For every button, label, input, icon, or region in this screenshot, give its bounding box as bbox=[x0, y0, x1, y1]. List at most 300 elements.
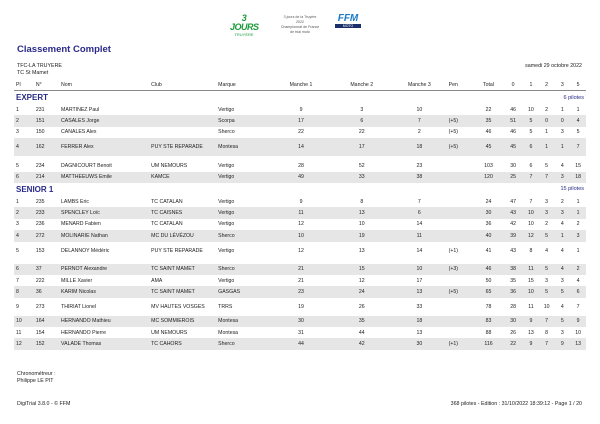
threes-count: 1 bbox=[560, 106, 564, 113]
results-table bbox=[14, 80, 586, 350]
twos-count: 5 bbox=[539, 230, 555, 241]
placing: 8 bbox=[14, 286, 34, 297]
club bbox=[149, 104, 216, 115]
rider-name: MARTINEZ Paul bbox=[61, 106, 100, 113]
lap2-score: 3 bbox=[360, 106, 364, 113]
zeros-count: 38 bbox=[503, 264, 523, 275]
lap3-score: 7 bbox=[417, 198, 421, 205]
lap1-score: 21 bbox=[271, 264, 332, 275]
twos-count: 4 bbox=[545, 247, 549, 254]
rider-name: MATTHEEUWS Emile bbox=[59, 172, 149, 183]
total-score: 50 bbox=[485, 277, 492, 284]
table-row bbox=[14, 230, 586, 241]
fives-count: 1 bbox=[576, 106, 580, 113]
lap2-score: 35 bbox=[331, 316, 392, 327]
ones-count: 15 bbox=[528, 277, 534, 284]
lap3-score: 10 bbox=[416, 106, 423, 113]
twos-count: 1 bbox=[545, 129, 549, 136]
zeros-count: 30 bbox=[510, 162, 516, 169]
lap1-score: 44 bbox=[271, 338, 332, 349]
table-row bbox=[14, 104, 586, 115]
threes-count: 1 bbox=[554, 138, 570, 156]
column-header: Manche 3 bbox=[392, 80, 446, 91]
zeros-count: 46 bbox=[510, 106, 516, 113]
brand: Sherco bbox=[218, 129, 235, 136]
total-score: 40 bbox=[474, 230, 503, 241]
rider-name: LAMBS Eric bbox=[61, 198, 89, 205]
brand: Sherco bbox=[216, 338, 270, 349]
lap2-score: 15 bbox=[331, 264, 392, 275]
rider-number: 235 bbox=[35, 198, 45, 205]
ffm-logo-mark: FFM bbox=[337, 13, 359, 24]
club: MC DU LÉVÉZOU bbox=[149, 230, 216, 241]
category-count: 15 pilotes bbox=[560, 186, 584, 193]
fives-count: 7 bbox=[576, 303, 580, 310]
placing: 6 bbox=[14, 264, 34, 275]
brand: GASGAS bbox=[216, 286, 270, 297]
ones-count: 9 bbox=[523, 338, 539, 349]
category-name: SENIOR 1 bbox=[16, 184, 54, 194]
rider-number: 37 bbox=[34, 264, 59, 275]
penalty bbox=[447, 298, 474, 316]
club: PUY STE REPARADE bbox=[151, 247, 203, 254]
club: MV HAUTES VOSGES bbox=[151, 303, 205, 310]
ones-count: 6 bbox=[523, 138, 539, 156]
total-score: 36 bbox=[485, 221, 492, 228]
lap3-score: 11 bbox=[392, 230, 446, 241]
lap1-score: 31 bbox=[298, 329, 304, 336]
penalty bbox=[447, 207, 474, 218]
lap1-score: 9 bbox=[299, 198, 303, 205]
penalty bbox=[447, 219, 474, 230]
lap3-score: 13 bbox=[392, 286, 446, 297]
lap2-score: 26 bbox=[358, 303, 365, 310]
rider-number: 151 bbox=[34, 115, 59, 126]
table-row bbox=[14, 207, 586, 218]
zeros-count: 25 bbox=[503, 172, 523, 183]
club: UM NEMOURS bbox=[151, 329, 188, 336]
total-score: 41 bbox=[485, 247, 492, 254]
penalty bbox=[447, 316, 474, 327]
lap1-score: 12 bbox=[298, 247, 304, 254]
brand: Sherco bbox=[216, 264, 270, 275]
threes-count: 4 bbox=[560, 247, 564, 254]
column-header: Pl bbox=[14, 80, 34, 91]
ones-count: 5 bbox=[529, 129, 533, 136]
club: KAMCE bbox=[149, 172, 216, 183]
threes-count: 4 bbox=[560, 221, 564, 228]
club: TC CAHORS bbox=[149, 338, 216, 349]
lap3-score: 14 bbox=[416, 221, 423, 228]
twos-count: 7 bbox=[539, 172, 555, 183]
rider-number: 154 bbox=[35, 329, 45, 336]
club bbox=[149, 115, 216, 126]
timekeeper-block bbox=[17, 371, 56, 385]
zeros-count: 36 bbox=[503, 286, 523, 297]
lap3-score: 33 bbox=[416, 303, 423, 310]
ones-count: 11 bbox=[528, 303, 534, 310]
placing: 1 bbox=[16, 198, 19, 205]
event-info-line3: de trial moto bbox=[290, 30, 310, 34]
ones-count: 7 bbox=[529, 198, 533, 205]
brand: Vertigo bbox=[216, 172, 270, 183]
brand: Vertigo bbox=[218, 106, 235, 113]
zeros-count: 51 bbox=[503, 115, 523, 126]
placing: 11 bbox=[16, 329, 22, 336]
lap3-score: 30 bbox=[392, 338, 446, 349]
zeros-count: 43 bbox=[503, 207, 523, 218]
column-header: 3 bbox=[554, 80, 570, 91]
placing: 7 bbox=[16, 277, 19, 284]
rider-number: 162 bbox=[34, 138, 59, 156]
twos-count: 3 bbox=[539, 207, 555, 218]
twos-count: 7 bbox=[539, 316, 555, 327]
rider-number: 214 bbox=[34, 172, 59, 183]
table-row bbox=[14, 127, 586, 138]
rider-number: 272 bbox=[34, 230, 59, 241]
placing: 3 bbox=[16, 221, 19, 228]
column-header: Total bbox=[474, 80, 503, 91]
lap3-score: 23 bbox=[416, 162, 423, 169]
total-score: 22 bbox=[485, 106, 492, 113]
zeros-count: 30 bbox=[503, 316, 523, 327]
total-score: 103 bbox=[484, 162, 493, 169]
twos-count: 5 bbox=[545, 162, 549, 169]
total-score: 88 bbox=[485, 329, 492, 336]
rider-number: 233 bbox=[34, 207, 59, 218]
table-row bbox=[14, 286, 586, 297]
penalty: (+1) bbox=[447, 338, 474, 349]
rider-name: DAGNICOURT Benoit bbox=[61, 162, 112, 169]
threes-count: 3 bbox=[554, 207, 570, 218]
lap3-score: 2 bbox=[417, 129, 421, 136]
total-score: 45 bbox=[474, 138, 503, 156]
zeros-count: 46 bbox=[510, 129, 516, 136]
event-logo-mark: 3 JOURS bbox=[230, 13, 259, 32]
club: TC CATALAN bbox=[151, 198, 183, 205]
total-score: 78 bbox=[485, 303, 492, 310]
twos-count: 1 bbox=[539, 138, 555, 156]
placing: 10 bbox=[14, 316, 34, 327]
threes-count: 0 bbox=[554, 115, 570, 126]
software-credit: DigiTrial 3.8.0 - © FFM bbox=[17, 401, 71, 407]
brand: Montesa bbox=[218, 329, 239, 336]
event-date: samedi 29 octobre 2022 bbox=[525, 63, 582, 69]
penalty: (+5) bbox=[447, 115, 474, 126]
fives-count: 10 bbox=[575, 329, 581, 336]
club-name: TFC-LA TRUYERE bbox=[17, 63, 62, 69]
rider-name: HERNANDO Mathieu bbox=[59, 316, 149, 327]
fives-count: 2 bbox=[570, 264, 586, 275]
total-score: 83 bbox=[474, 316, 503, 327]
category-name: EXPERT bbox=[16, 93, 49, 102]
total-score: 24 bbox=[485, 198, 492, 205]
placing: 9 bbox=[16, 303, 19, 310]
lap1-score: 10 bbox=[271, 230, 332, 241]
table-row bbox=[14, 196, 586, 207]
rider-number: 231 bbox=[35, 106, 45, 113]
total-score: 46 bbox=[485, 129, 492, 136]
ffm-logo-sub: MOTO bbox=[335, 24, 361, 28]
lap2-score: 8 bbox=[360, 198, 364, 205]
ffm-logo bbox=[335, 14, 361, 28]
event-info-line2: Championnat de France bbox=[280, 25, 320, 29]
table-row bbox=[14, 242, 586, 260]
rider-name: CASALES Jorge bbox=[59, 115, 149, 126]
timekeeper-name: Philippe LE PIT bbox=[17, 378, 54, 384]
lap3-score: 18 bbox=[392, 316, 446, 327]
placing: 2 bbox=[14, 115, 34, 126]
column-header: Marque bbox=[216, 80, 270, 91]
zeros-count: 35 bbox=[510, 277, 516, 284]
club-subtitle: TC St Mamet bbox=[17, 70, 49, 76]
zeros-count: 22 bbox=[503, 338, 523, 349]
club bbox=[149, 127, 216, 138]
table-row bbox=[14, 115, 586, 126]
fives-count: 6 bbox=[570, 286, 586, 297]
table-row bbox=[14, 338, 586, 349]
rider-number: 36 bbox=[34, 286, 59, 297]
zeros-count: 42 bbox=[510, 221, 516, 228]
ones-count: 8 bbox=[529, 247, 533, 254]
table-row bbox=[14, 160, 586, 171]
fives-count: 7 bbox=[570, 138, 586, 156]
threes-count: 1 bbox=[554, 230, 570, 241]
threes-count: 9 bbox=[554, 338, 570, 349]
threes-count: 3 bbox=[560, 329, 564, 336]
threes-count: 2 bbox=[560, 198, 564, 205]
column-header: 2 bbox=[539, 80, 555, 91]
lap2-score: 19 bbox=[331, 230, 392, 241]
ones-count: 10 bbox=[523, 286, 539, 297]
placing: 5 bbox=[16, 162, 19, 169]
lap1-score: 21 bbox=[298, 277, 304, 284]
club: AMA bbox=[151, 277, 163, 284]
lap1-score: 30 bbox=[271, 316, 332, 327]
placing: 4 bbox=[14, 230, 34, 241]
lap2-score: 6 bbox=[331, 115, 392, 126]
twos-count: 10 bbox=[543, 303, 550, 310]
category-header bbox=[14, 183, 586, 196]
total-score: 120 bbox=[474, 172, 503, 183]
twos-count: 5 bbox=[539, 264, 555, 275]
fives-count: 2 bbox=[576, 221, 580, 228]
threes-count: 4 bbox=[560, 303, 564, 310]
lap3-score: 38 bbox=[392, 172, 446, 183]
twos-count: 2 bbox=[545, 221, 549, 228]
club: TC CATALAN bbox=[151, 221, 183, 228]
lap3-score: 10 bbox=[392, 264, 446, 275]
rider-number: 152 bbox=[34, 338, 59, 349]
rider-name: MENARD Fabien bbox=[61, 221, 101, 228]
lap2-score: 33 bbox=[331, 172, 392, 183]
zeros-count: 47 bbox=[510, 198, 516, 205]
total-score: 30 bbox=[474, 207, 503, 218]
category-header bbox=[14, 91, 586, 105]
column-header: Pen bbox=[447, 80, 474, 91]
penalty bbox=[447, 196, 474, 207]
column-header: 1 bbox=[523, 80, 539, 91]
lap3-score: 18 bbox=[392, 138, 446, 156]
lap2-score: 13 bbox=[331, 207, 392, 218]
penalty bbox=[447, 172, 474, 183]
lap1-score: 9 bbox=[299, 106, 303, 113]
rider-number: 150 bbox=[35, 129, 45, 136]
penalty bbox=[447, 104, 474, 115]
ones-count: 13 bbox=[528, 329, 534, 336]
penalty: (+5) bbox=[448, 129, 458, 136]
twos-count: 3 bbox=[545, 198, 549, 205]
fives-count: 15 bbox=[575, 162, 581, 169]
rider-number: 234 bbox=[35, 162, 45, 169]
rider-name: MILLE Xavier bbox=[61, 277, 93, 284]
rider-number: 153 bbox=[35, 247, 45, 254]
lap1-score: 12 bbox=[298, 221, 304, 228]
penalty bbox=[447, 160, 474, 171]
club: TC SAINT MAMET bbox=[149, 286, 216, 297]
event-info-logo bbox=[280, 15, 320, 35]
threes-count: 5 bbox=[554, 286, 570, 297]
lap2-score: 24 bbox=[331, 286, 392, 297]
placing: 2 bbox=[14, 207, 34, 218]
threes-count: 3 bbox=[554, 172, 570, 183]
lap1-score: 19 bbox=[298, 303, 304, 310]
ones-count: 10 bbox=[523, 207, 539, 218]
brand: Montesa bbox=[216, 316, 270, 327]
ones-count: 7 bbox=[523, 172, 539, 183]
ones-count: 10 bbox=[528, 106, 534, 113]
zeros-count: 26 bbox=[510, 329, 516, 336]
zeros-count: 45 bbox=[503, 138, 523, 156]
lap3-score: 17 bbox=[416, 277, 423, 284]
lap1-score: 49 bbox=[271, 172, 332, 183]
rider-number: 236 bbox=[35, 221, 45, 228]
table-row bbox=[14, 219, 586, 230]
brand: Vertigo bbox=[218, 198, 235, 205]
lap2-score: 17 bbox=[331, 138, 392, 156]
twos-count: 0 bbox=[539, 115, 555, 126]
column-header: Manche 2 bbox=[331, 80, 392, 91]
lap1-score: 28 bbox=[298, 162, 304, 169]
lap2-score: 13 bbox=[358, 247, 365, 254]
rider-name: SPENCLEY Loïc bbox=[59, 207, 149, 218]
penalty bbox=[447, 275, 474, 286]
threes-count: 4 bbox=[560, 162, 564, 169]
rider-number: 164 bbox=[34, 316, 59, 327]
threes-count: 4 bbox=[554, 264, 570, 275]
lap2-score: 44 bbox=[358, 329, 365, 336]
table-row bbox=[14, 327, 586, 338]
fives-count: 1 bbox=[576, 247, 580, 254]
twos-count: 5 bbox=[539, 286, 555, 297]
ones-count: 10 bbox=[528, 221, 534, 228]
twos-count: 3 bbox=[545, 277, 549, 284]
lap3-score: 6 bbox=[392, 207, 446, 218]
category-count: 6 pilotes bbox=[563, 94, 584, 101]
fives-count: 5 bbox=[576, 129, 580, 136]
fives-count: 1 bbox=[570, 207, 586, 218]
club: PUY STE REPARADE bbox=[149, 138, 216, 156]
rider-name: CANALES Alex bbox=[61, 129, 97, 136]
lap1-score: 17 bbox=[271, 115, 332, 126]
table-row bbox=[14, 172, 586, 183]
results-body bbox=[14, 91, 586, 350]
lap2-score: 10 bbox=[358, 221, 365, 228]
total-score: 35 bbox=[474, 115, 503, 126]
zeros-count: 43 bbox=[510, 247, 516, 254]
fives-count: 1 bbox=[576, 198, 580, 205]
brand: Vertigo bbox=[218, 277, 235, 284]
lap3-score: 14 bbox=[416, 247, 423, 254]
penalty: (+1) bbox=[448, 247, 458, 254]
club: TC CAISNES bbox=[149, 207, 216, 218]
brand: Vertigo bbox=[216, 207, 270, 218]
lap2-score: 12 bbox=[358, 277, 365, 284]
fives-count: 18 bbox=[570, 172, 586, 183]
brand: Vertigo bbox=[218, 221, 235, 228]
brand: Vertigo bbox=[218, 247, 235, 254]
rider-name: KARIM Nicolas bbox=[59, 286, 149, 297]
column-header: Club bbox=[149, 80, 216, 91]
column-header: N° bbox=[34, 80, 59, 91]
threes-count: 3 bbox=[560, 277, 564, 284]
lap1-score: 22 bbox=[298, 129, 304, 136]
club: MC SOMMIEROIS bbox=[149, 316, 216, 327]
event-logo bbox=[230, 14, 258, 37]
fives-count: 4 bbox=[570, 115, 586, 126]
timekeeper-label: Chronométreur : bbox=[17, 371, 56, 377]
brand: Scorpa bbox=[216, 115, 270, 126]
table-row bbox=[14, 298, 586, 316]
placing: 12 bbox=[14, 338, 34, 349]
rider-name: HERNANDO Pierre bbox=[61, 329, 106, 336]
fives-count: 3 bbox=[570, 230, 586, 241]
brand: Montesa bbox=[216, 138, 270, 156]
lap3-score: 7 bbox=[392, 115, 446, 126]
edition-info: 368 pilotes - Edition : 31/10/2022 18:39:12 - Page 1 / 20 bbox=[450, 401, 582, 407]
penalty: (+5) bbox=[447, 286, 474, 297]
fives-count: 9 bbox=[570, 316, 586, 327]
ones-count: 11 bbox=[523, 264, 539, 275]
table-header bbox=[14, 80, 586, 91]
rider-number: 222 bbox=[35, 277, 45, 284]
table-row bbox=[14, 316, 586, 327]
logo-strip bbox=[0, 14, 600, 38]
rider-name: MOLINARIE Nathan bbox=[59, 230, 149, 241]
lap1-score: 14 bbox=[271, 138, 332, 156]
total-score: 46 bbox=[474, 264, 503, 275]
twos-count: 7 bbox=[539, 338, 555, 349]
zeros-count: 28 bbox=[510, 303, 516, 310]
column-header: Manche 1 bbox=[271, 80, 332, 91]
placing: 1 bbox=[16, 106, 19, 113]
page-title: Classement Complet bbox=[17, 44, 111, 55]
placing: 4 bbox=[14, 138, 34, 156]
twos-count: 2 bbox=[545, 106, 549, 113]
placing: 6 bbox=[14, 172, 34, 183]
brand: Sherco bbox=[216, 230, 270, 241]
threes-count: 3 bbox=[560, 129, 564, 136]
penalty: (+5) bbox=[447, 138, 474, 156]
ones-count: 12 bbox=[523, 230, 539, 241]
brand: Vertigo bbox=[218, 162, 235, 169]
lap2-score: 22 bbox=[358, 129, 365, 136]
rider-name: DELANNOY Médéric bbox=[61, 247, 110, 254]
ones-count: 6 bbox=[529, 162, 533, 169]
rider-name: VALADE Thomas bbox=[59, 338, 149, 349]
fives-count: 13 bbox=[570, 338, 586, 349]
placing: 5 bbox=[16, 247, 19, 254]
